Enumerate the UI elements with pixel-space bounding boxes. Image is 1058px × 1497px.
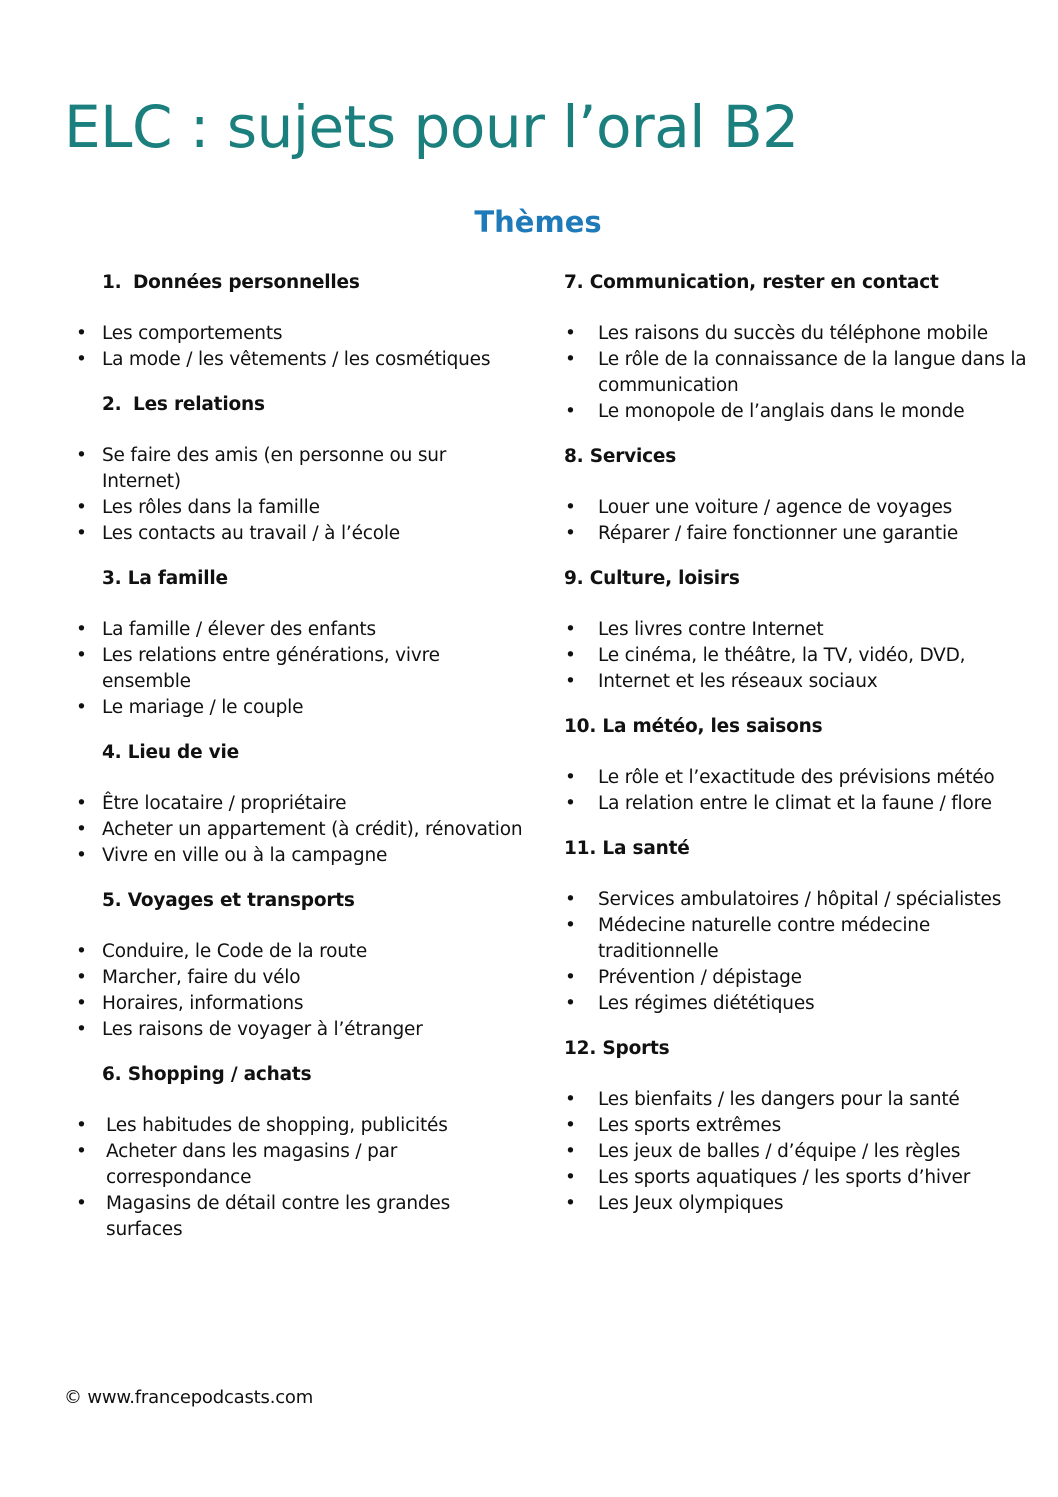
list-item [564,1087,1034,1113]
bullet-icon: • [76,323,87,344]
topic-list [76,443,526,547]
list-item [564,1191,1034,1217]
list-item-text: Louer une voiture / agence de voyages [598,497,953,518]
theme-section [76,566,526,721]
topic-list [76,939,526,1043]
bullet-icon: • [76,645,87,666]
list-item [76,1191,526,1243]
section-number: 2. [102,394,122,415]
section-heading-text: Données personnelles [133,272,360,293]
list-item-text: Magasins de détail contre les grandes surfaces [106,1193,451,1240]
list-item-text: Conduire, le Code de la route [102,941,367,962]
list-item [76,695,526,721]
topic-list [76,321,526,373]
bullet-icon: • [565,401,576,422]
bullet-icon: • [76,1193,87,1214]
list-item-text: Les jeux de balles / d’équipe / les règles [598,1141,961,1162]
bullet-icon: • [565,1167,576,1188]
list-item [564,991,1034,1017]
list-item [564,399,1034,425]
section-number: 1. [102,272,122,293]
list-item [76,347,526,373]
list-item [564,965,1034,991]
bullet-icon: • [565,349,576,370]
bullet-icon: • [76,619,87,640]
list-item [76,817,526,843]
theme-section [76,392,526,547]
section-heading-text: 4. Lieu de vie [102,742,240,763]
list-item [76,1139,526,1191]
list-item-text: Horaires, informations [102,993,304,1014]
list-item [76,965,526,991]
list-item-text: Réparer / faire fonctionner une garantie [598,523,959,544]
list-item-text: Les bienfaits / les dangers pour la santé [598,1089,960,1110]
list-item [564,1165,1034,1191]
list-item [564,913,1034,965]
list-item [76,495,526,521]
section-heading [564,836,1034,862]
list-item [76,321,526,347]
list-item-text: La mode / les vêtements / les cosmétiques [102,349,491,370]
document-title: ELC : sujets pour l’oral B2 [64,93,799,161]
bullet-icon: • [76,1019,87,1040]
bullet-icon: • [76,349,87,370]
section-heading [564,1036,1034,1062]
section-heading [76,888,526,914]
bullet-icon: • [565,645,576,666]
list-item-text: La famille / élever des enfants [102,619,376,640]
list-item [564,495,1034,521]
list-item-text: Acheter dans les magasins / par correspondance [106,1141,398,1188]
bullet-icon: • [76,845,87,866]
theme-section [76,888,526,1043]
theme-section [564,714,1034,817]
section-heading-text: 8. Services [564,446,677,467]
list-item [564,643,1034,669]
list-item-text: Le cinéma, le théâtre, la TV, vidéo, DVD, [598,645,966,666]
topic-list [564,765,1034,817]
section-heading-text: 9. Culture, loisirs [564,568,740,589]
list-item-text: Les raisons du succès du téléphone mobile [598,323,988,344]
topic-list [564,495,1034,547]
bullet-icon: • [76,697,87,718]
list-item-text: Se faire des amis (en personne ou sur Internet) [102,445,447,492]
theme-section [564,270,1034,425]
section-heading-text: Les relations [133,394,265,415]
topic-list [564,1087,1034,1217]
bullet-icon: • [565,671,576,692]
bullet-icon: • [76,1115,87,1136]
list-item-text: Marcher, faire du vélo [102,967,301,988]
theme-section [76,740,526,869]
section-heading-text: 10. La météo, les saisons [564,716,823,737]
section-heading-text: 12. Sports [564,1038,670,1059]
list-item [564,1139,1034,1165]
list-item [76,791,526,817]
list-item-text: Les relations entre générations, vivre ensemble [102,645,440,692]
bullet-icon: • [76,941,87,962]
list-item-text: Être locataire / propriétaire [102,793,347,814]
theme-section [564,836,1034,1017]
list-item [76,991,526,1017]
list-item-text: Les comportements [102,323,283,344]
list-item-text: Les sports aquatiques / les sports d’hiver [598,1167,971,1188]
topic-list [76,617,526,721]
bullet-icon: • [565,1115,576,1136]
list-item-text: Le mariage / le couple [102,697,304,718]
section-heading-text: 3. La famille [102,568,228,589]
bullet-icon: • [565,889,576,910]
list-item-text: Le rôle de la connaissance de la langue dans la communication [598,349,1027,396]
list-item-text: Les contacts au travail / à l’école [102,523,400,544]
footer-copyright: © www.francepodcasts.com [64,1387,314,1408]
bullet-icon: • [565,497,576,518]
list-item [76,617,526,643]
list-item [564,887,1034,913]
list-item-text: La relation entre le climat et la faune / flore [598,793,992,814]
list-item [564,321,1034,347]
bullet-icon: • [76,497,87,518]
list-item-text: Vivre en ville ou à la campagne [102,845,388,866]
list-item [76,643,526,695]
section-heading-text: 5. Voyages et transports [102,890,355,911]
bullet-icon: • [565,793,576,814]
document-subtitle: Thèmes [474,205,602,239]
topic-list [564,887,1034,1017]
section-heading-text: 6. Shopping / achats [102,1064,312,1085]
bullet-icon: • [565,1141,576,1162]
topic-list [76,791,526,869]
list-item-text: Les sports extrêmes [598,1115,782,1136]
section-heading [564,270,1034,296]
list-item [564,669,1034,695]
list-item-text: Les raisons de voyager à l’étranger [102,1019,423,1040]
bullet-icon: • [76,523,87,544]
list-item [76,443,526,495]
bullet-icon: • [565,1089,576,1110]
right-column [564,270,1034,1236]
list-item [76,939,526,965]
list-item-text: Les livres contre Internet [598,619,824,640]
list-item [76,1113,526,1139]
topic-list [564,617,1034,695]
section-heading [76,1062,526,1088]
bullet-icon: • [76,993,87,1014]
topic-list [564,321,1034,425]
list-item-text: Internet et les réseaux sociaux [598,671,878,692]
list-item [76,1017,526,1043]
bullet-icon: • [76,967,87,988]
section-heading [564,444,1034,470]
section-heading [76,566,526,592]
section-heading [564,566,1034,592]
section-heading-text: 7. Communication, rester en contact [564,272,939,293]
list-item [76,521,526,547]
list-item [564,765,1034,791]
bullet-icon: • [565,967,576,988]
bullet-icon: • [76,819,87,840]
theme-section [564,566,1034,695]
bullet-icon: • [76,793,87,814]
section-heading-text: 11. La santé [564,838,690,859]
bullet-icon: • [565,1193,576,1214]
bullet-icon: • [76,445,87,466]
list-item-text: Les rôles dans la famille [102,497,320,518]
list-item-text: Les Jeux olympiques [598,1193,784,1214]
bullet-icon: • [565,323,576,344]
list-item [564,791,1034,817]
bullet-icon: • [565,523,576,544]
list-item-text: Services ambulatoires / hôpital / spécialistes [598,889,1002,910]
bullet-icon: • [565,619,576,640]
section-heading [564,714,1034,740]
list-item-text: Les habitudes de shopping, publicités [106,1115,448,1136]
topic-list [76,1113,526,1243]
bullet-icon: • [76,1141,87,1162]
theme-section [564,1036,1034,1217]
list-item [564,1113,1034,1139]
section-heading [76,392,526,418]
left-column [76,270,526,1262]
theme-section [76,270,526,373]
list-item [564,521,1034,547]
theme-section [76,1062,526,1243]
section-heading [76,740,526,766]
list-item [564,347,1034,399]
theme-section [564,444,1034,547]
list-item-text: Médecine naturelle contre médecine traditionnelle [598,915,931,962]
list-item-text: Le monopole de l’anglais dans le monde [598,401,965,422]
list-item-text: Acheter un appartement (à crédit), rénovation [102,819,523,840]
list-item [564,617,1034,643]
list-item-text: Prévention / dépistage [598,967,802,988]
bullet-icon: • [565,915,576,936]
list-item-text: Le rôle et l’exactitude des prévisions météo [598,767,995,788]
list-item [76,843,526,869]
section-heading [76,270,526,296]
bullet-icon: • [565,767,576,788]
list-item-text: Les régimes diététiques [598,993,815,1014]
bullet-icon: • [565,993,576,1014]
